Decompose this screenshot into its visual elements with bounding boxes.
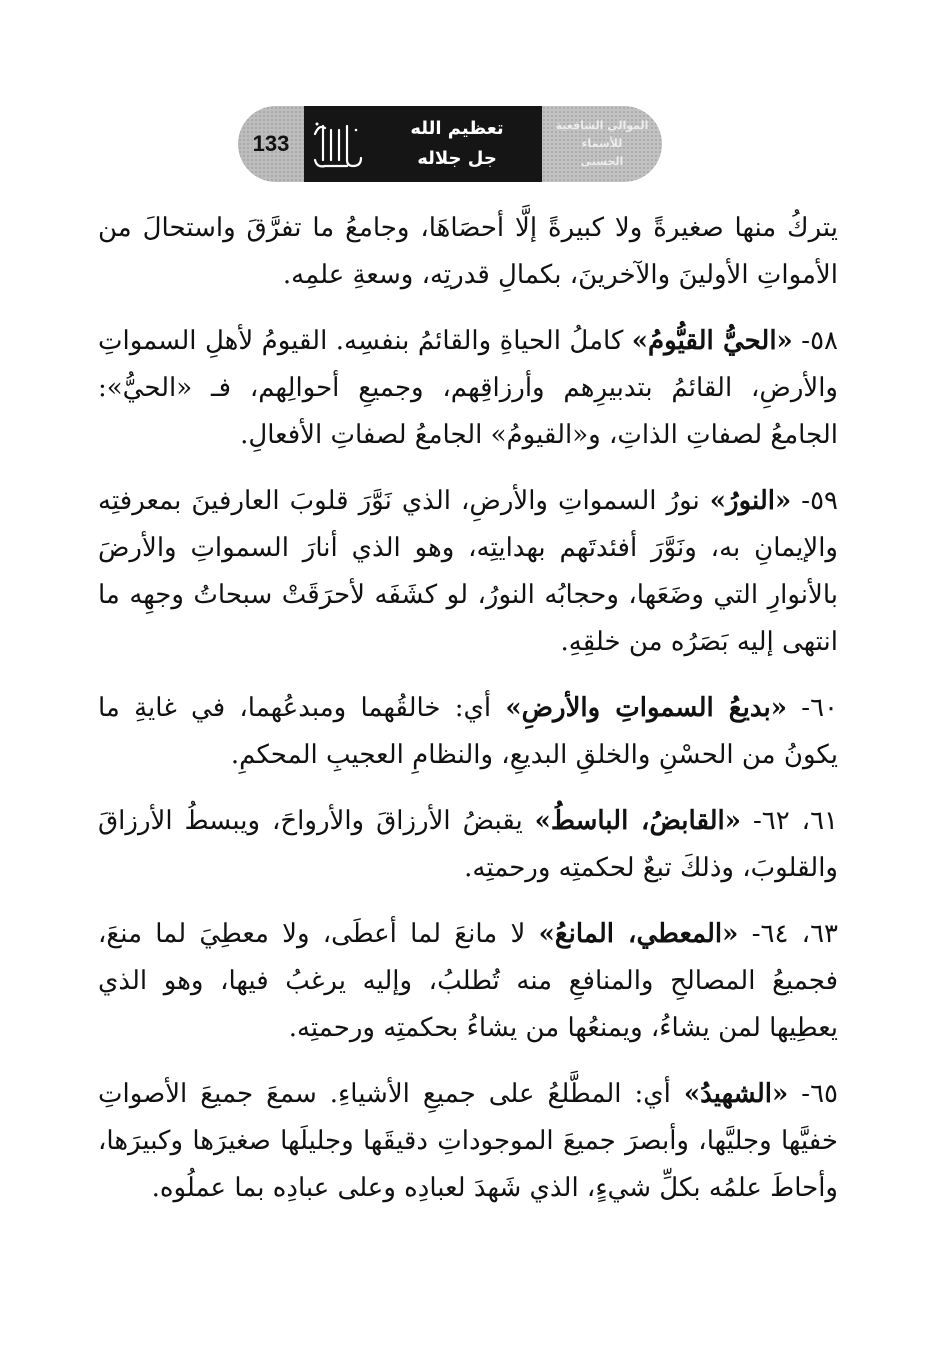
entry-number: ٥٨- [801,326,839,356]
entry-number: ٦٥- [801,1079,838,1109]
paragraph-text: يقبضُ الأرزاقَ والأرواحَ، ويبسطُ الأرزاقَ والقلوبَ، وذلكَ تبعٌ لحكمتِه ورحمتِه. [98,806,838,883]
series-title [542,106,662,182]
book-title-line-2: جل جلاله [417,148,497,169]
paragraph-name-59 [98,478,838,666]
entry-number: ٥٩- [801,486,839,516]
entry-number: ٦٣، ٦٤- [751,919,839,949]
page-header [238,106,662,182]
divine-name-term: «النورُ» [709,486,792,516]
divine-name-term: «بديعُ السمواتِ والأرضِ» [505,693,788,723]
series-title-line-2: للأسماء [581,137,623,150]
paragraph-text: لا مانعَ لما أعطَى، ولا معطِيَ لما منعَ، فجميعُ المصالحِ والمنافعِ منه تُطلبُ، وإليه يرغبُ فيها، وهو الذي يعطِيها لمن يشاءُ، ويمنعُها من يشاءُ بحكمتِه ورحمتِه. [98,919,838,1043]
entry-number: ٦١، ٦٢- [752,806,839,836]
paragraph-name-61-62 [98,798,838,892]
book-title-line-1: تعظيم الله [410,118,504,139]
series-title-line-1: الموالي الشافعية [555,119,649,132]
paragraph-text: أي: المطَّلعُ على جميعِ الأشياءِ. سمعَ جميعَ الأصواتِ خفيَّها وجليَّها، وأبصرَ جميعَ الموجوداتِ دقيقَها وجليلَها صغيرَها وكبيرَها، وأحاطَ علمُه بكلِّ شيءٍ، الذي شَهدَ لعبادِه وعلى عبادِه بما عملُوه. [98,1079,838,1203]
allah-calligraphy-logo [304,106,372,182]
paragraph-text: أي: خالقُهما ومبدعُهما، في غايةِ ما يكونُ من الحسْنِ والخلقِ البديعِ، والنظامِ العجيبِ المحكمِ. [98,693,838,770]
paragraph-text: يتركُ منها صغيرةً ولا كبيرةً إلَّا أحصَاهَا، وجامعُ ما تفرَّقَ واستحالَ من الأمواتِ الأولينَ والآخرينَ، بكمالِ قدرتِه، وسعةِ علمِه. [98,213,838,290]
divine-name-term: «المعطي، المانعُ» [538,919,739,949]
book-title [372,106,542,182]
paragraph-name-65 [98,1071,838,1212]
divine-name-term: «الشهيدُ» [683,1079,789,1109]
paragraph-continuation [98,205,838,299]
paragraph-text: كاملُ الحياةِ والقائمُ بنفسِه. القيومُ لأهلِ السمواتِ والأرضِ، القائمُ بتدبيرِهم وأرزاقِهم، وجميعِ أحوالِهم، فـ «الحيُّ»: الجامعُ لصفاتِ الذاتِ، و«القيومُ» الجامعُ لصفاتِ الأفعالِ. [98,326,838,450]
series-title-line-3: الحسنى [580,155,624,168]
paragraph-name-58 [98,318,838,459]
entry-number: ٦٠- [801,693,839,723]
paragraph-name-60 [98,685,838,779]
divine-name-term: «القابضُ، الباسطُ» [534,806,742,836]
page-body [98,205,838,1231]
page-number: 133 [238,106,304,182]
calligraphy-icon [309,116,367,172]
paragraph-name-63-64 [98,911,838,1052]
paragraph-text: نورُ السمواتِ والأرضِ، الذي نَوَّرَ قلوبَ العارفينَ بمعرفتِه والإيمانِ به، ونَوَّرَ أفئدتَهم بهدايتِه، وهو الذي أنارَ السمواتِ والأرضَ بالأنوارِ التي وضَعَها، وحجابُه النورُ، لو كشَفَه لأحرَقَتْ سبحاتُ وجهِه ما انتهى إليه بَصَرُه من خلقِهِ. [98,486,838,657]
divine-name-term: «الحيُّ القيُّومُ» [631,326,793,356]
